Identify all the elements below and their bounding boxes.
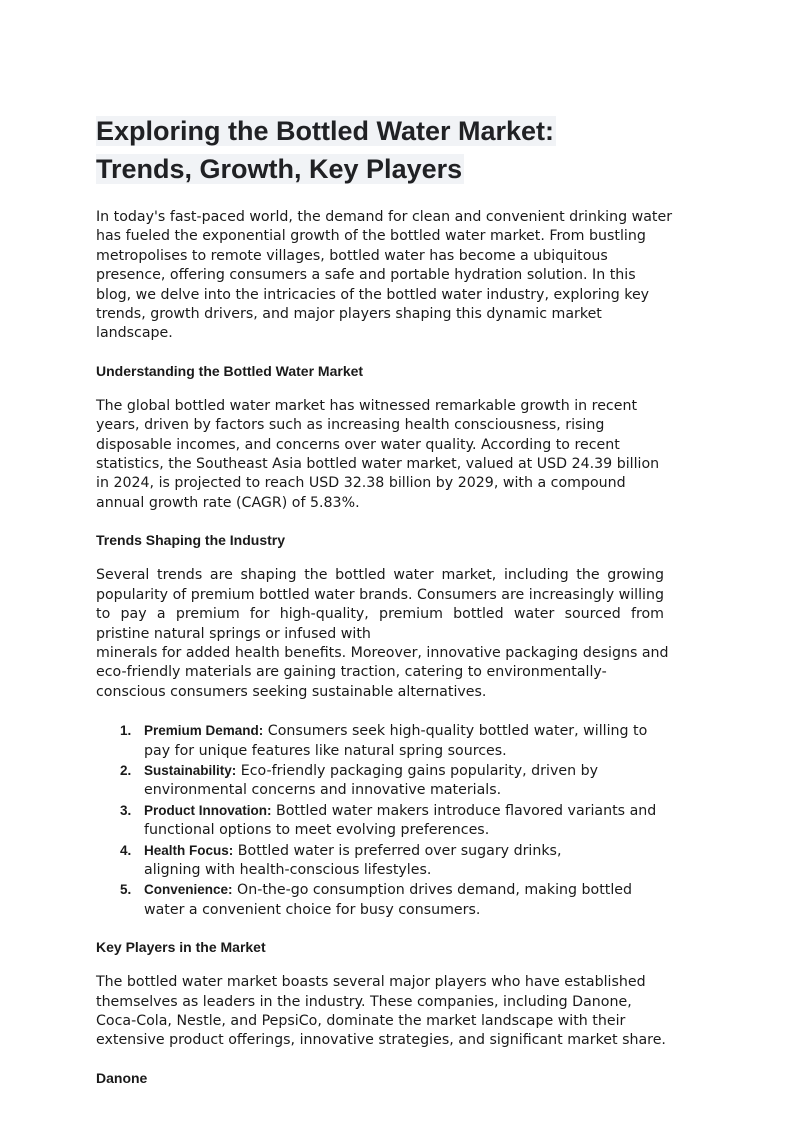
document-content <box>96 112 696 1088</box>
section-heading-trends: Trends Shaping the Industry <box>96 532 286 549</box>
list-item-number: 2. <box>120 762 132 778</box>
list-item-term: Health Focus: <box>144 842 234 858</box>
list-item <box>96 801 696 841</box>
list-item-text: Eco-friendly packaging gains popularity, driven by environmental concerns and innovative materials. <box>144 762 598 799</box>
list-item-text: Bottled water is preferred over sugary drinks, aligning with health-conscious lifestyles. <box>144 842 562 878</box>
list-item-number: 4. <box>120 842 132 858</box>
market-overview-paragraph: The global bottled water market has witnessed remarkable growth in recent years, driven by factors such as increasing health consciousness, rising disposable incomes, and concerns over water quality. According to recent statistics, the Southeast Asia bottled water market, valued at USD 24.39 billion in 2024, is projected to reach USD 32.38 billion by 2029, with a compound annual growth rate (CAGR) of 5.83%. <box>96 397 660 511</box>
list-item-term: Sustainability: <box>144 762 237 778</box>
page-title <box>96 112 696 188</box>
section-heading-key-players: Key Players in the Market <box>96 939 266 956</box>
trends-list <box>96 721 696 920</box>
trends-paragraph-justified: Several trends are shaping the bottled water market, including the growing popularity of premium bottled water brands. Consumers are increasingly willing to pay a premium for high-quality, premium bottled water sourced from pristine natural springs or infused with <box>96 567 664 642</box>
trends-paragraph-continued: minerals for added health benefits. Moreover, innovative packaging designs and eco-friendly materials are gaining traction, catering to environmentally- conscious consumers seeking sustainable alternatives. <box>96 644 669 700</box>
list-item-number: 1. <box>120 723 132 739</box>
list-item-text: Bottled water makers introduce flavored variants and functional options to meet evolving preferences. <box>144 802 657 839</box>
list-item <box>96 841 696 881</box>
list-item-number: 3. <box>120 802 132 818</box>
intro-paragraph: In today's fast-paced world, the demand for clean and convenient drinking water has fueled the exponential growth of the bottled water market. From bustling metropolises to remote villages, bottled water has become a ubiquitous presence, offering consumers a safe and portable hydration solution. In this blog, we delve into the intricacies of the bottled water industry, exploring key trends, growth drivers, and major players shaping this dynamic market landscape. <box>96 209 673 342</box>
list-item-text: Consumers seek high-quality bottled water, willing to pay for unique features like natural spring sources. <box>144 723 648 759</box>
list-item-term: Premium Demand: <box>144 723 264 739</box>
list-item-term: Convenience: <box>144 882 233 898</box>
list-item-number: 5. <box>120 882 132 898</box>
section-heading-understanding: Understanding the Bottled Water Market <box>96 362 364 379</box>
list-item <box>96 761 696 801</box>
key-players-paragraph: The bottled water market boasts several major players who have established themselves as leaders in the industry. These companies, including Danone, Coca-Cola, Nestle, and PepsiCo, dominate the market landscape with their extensive product offerings, innovative strategies, and significant market share. <box>96 974 666 1049</box>
list-item <box>96 880 696 920</box>
list-item <box>96 721 696 761</box>
title-line-1: Exploring the Bottled Water Market: <box>96 116 555 146</box>
list-item-term: Product Innovation: <box>144 802 272 818</box>
list-item-text: On-the-go consumption drives demand, making bottled water a convenient choice for busy consumers. <box>144 882 633 918</box>
section-heading-danone: Danone <box>96 1069 148 1086</box>
title-line-2: Trends, Growth, Key Players <box>96 154 463 184</box>
